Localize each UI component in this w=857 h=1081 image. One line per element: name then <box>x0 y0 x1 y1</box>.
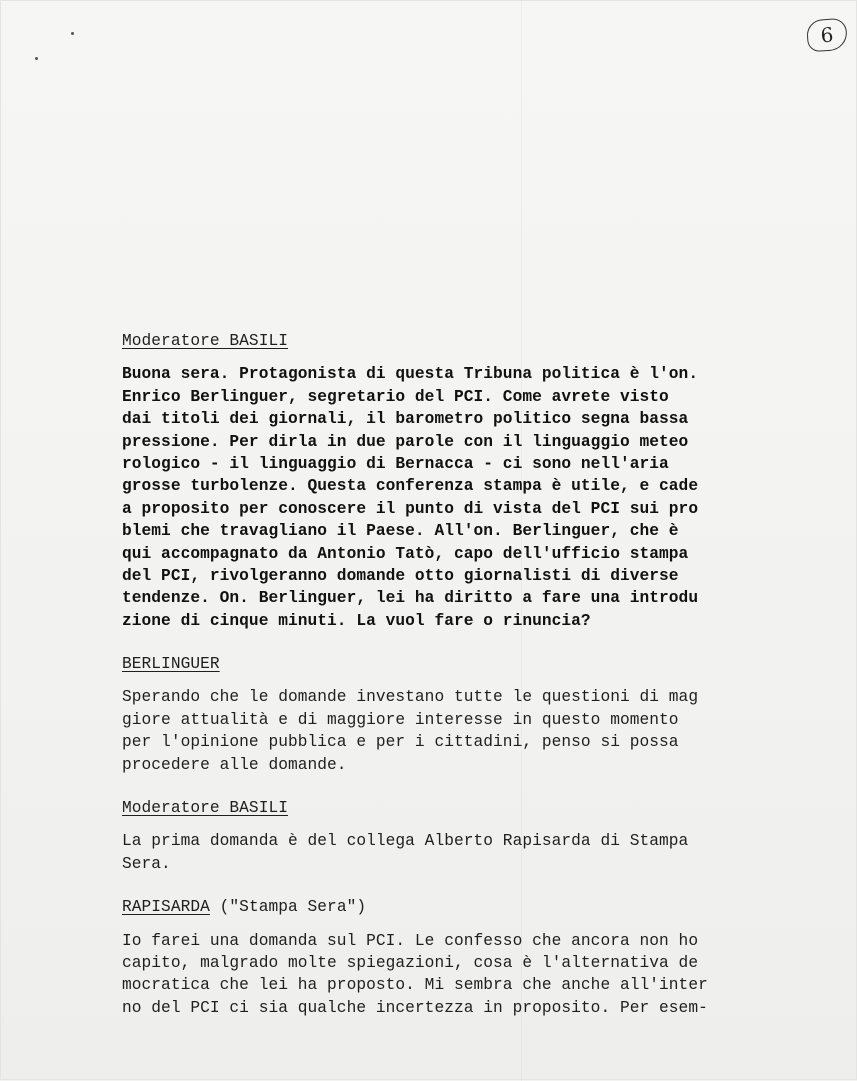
text-line: Buona sera. Protagonista di questa Tribuna politica è l'on. <box>122 365 699 384</box>
speaker-heading <box>122 797 772 819</box>
speaker-affiliation: ("Stampa Sera") <box>209 898 367 917</box>
text-line: La prima domanda è del collega Alberto Rapisarda di Stampa <box>122 832 689 851</box>
speaker-heading <box>122 653 772 675</box>
ink-speck <box>71 32 74 35</box>
text-line: qui accompagnato da Antonio Tatò, capo dell'ufficio stampa <box>122 544 689 563</box>
text-line: mocratica che lei ha proposto. Mi sembra che anche all'inter <box>122 976 708 995</box>
speaker-name: RAPISARDA <box>122 898 210 917</box>
text-line: del PCI, rivolgeranno domande otto giornalisti di diverse <box>122 566 679 585</box>
handwritten-page-number: 6 <box>806 18 848 53</box>
speech-paragraph <box>122 830 772 875</box>
speaker-name: Moderatore BASILI <box>122 332 288 350</box>
text-line: blemi che travagliano il Paese. All'on. Berlinguer, che è <box>122 522 679 541</box>
speech-paragraph <box>122 930 772 1020</box>
text-line: Sera. <box>122 854 171 873</box>
speech-paragraph <box>122 363 772 632</box>
text-line: giore attualità e di maggiore interesse in questo momento <box>122 710 679 729</box>
text-line: no del PCI ci sia qualche incertezza in proposito. Per esem- <box>122 998 708 1017</box>
text-line: Enrico Berlinguer, segretario del PCI. Come avrete visto <box>122 387 669 406</box>
transcript-body <box>122 330 772 1019</box>
text-line: dai titoli dei giornali, il barometro politico segna bassa <box>122 410 689 429</box>
text-line: rologico - il linguaggio di Bernacca - ci sono nell'aria <box>122 454 669 473</box>
speaker-name: BERLINGUER <box>122 655 220 674</box>
text-line: procedere alle domande. <box>122 755 347 774</box>
text-line: zione di cinque minuti. La vuol fare o rinuncia? <box>122 611 591 630</box>
text-line: Io farei una domanda sul PCI. Le confesso che ancora non ho <box>122 931 699 950</box>
text-line: Sperando che le domande investano tutte le questioni di mag <box>122 688 699 707</box>
text-line: grosse turbolenze. Questa conferenza stampa è utile, e cade <box>122 477 699 496</box>
text-line: pressione. Per dirla in due parole con il linguaggio meteo <box>122 432 689 451</box>
speaker-name: Moderatore BASILI <box>122 799 288 818</box>
text-line: a proposito per conoscere il punto di vista del PCI sui pro <box>122 499 699 518</box>
text-line: tendenze. On. Berlinguer, lei ha diritto a fare una introdu <box>122 589 699 608</box>
text-line: per l'opinione pubblica e per i cittadini, penso si possa <box>122 733 679 752</box>
text-line: capito, malgrado molte spiegazioni, cosa è l'alternativa de <box>122 953 699 972</box>
speaker-heading <box>122 330 772 352</box>
speaker-heading <box>122 896 772 918</box>
ink-speck <box>35 57 38 60</box>
speech-paragraph <box>122 686 772 776</box>
